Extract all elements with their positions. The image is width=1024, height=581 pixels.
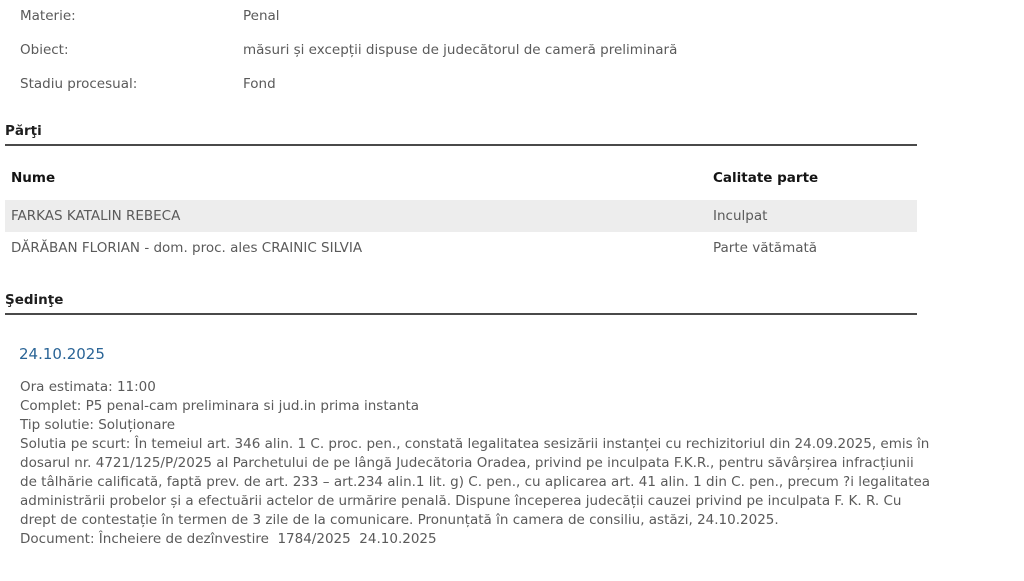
parties-section-heading: Părţi xyxy=(5,123,42,139)
field-row-obiect xyxy=(20,42,1024,76)
column-header-nume: Nume xyxy=(11,170,56,186)
field-value-stadiu-procesual: Fond xyxy=(243,76,276,92)
hearing-date-link[interactable]: 24.10.2025 xyxy=(19,345,105,363)
field-label-materie: Materie: xyxy=(20,8,76,24)
hearing-details xyxy=(20,378,933,549)
party-name: DĂRĂBAN FLORIAN - dom. proc. ales CRAINIC SILVIA xyxy=(11,240,363,256)
party-role: Parte vătămată xyxy=(713,240,818,256)
case-fields-section xyxy=(0,0,1024,110)
table-row xyxy=(5,232,917,264)
hearings-section xyxy=(0,292,1024,549)
parties-section-rule xyxy=(5,144,917,146)
field-label-obiect: Obiect: xyxy=(20,42,69,58)
hearing-panel: Complet: P5 penal-cam preliminara si jud.in prima instanta xyxy=(20,398,420,414)
hearings-section-rule xyxy=(5,313,917,315)
field-value-obiect: măsuri și excepții dispuse de judecătorul de cameră preliminară xyxy=(243,42,678,58)
party-role: Inculpat xyxy=(713,208,768,224)
parties-table-header-row xyxy=(5,166,917,200)
hearing-solution-type: Tip solutie: Soluționare xyxy=(20,417,176,433)
hearings-section-heading: Şedinţe xyxy=(5,292,64,308)
column-header-calitate-parte: Calitate parte xyxy=(713,170,819,186)
field-value-materie: Penal xyxy=(243,8,280,24)
parties-table xyxy=(5,166,917,264)
hearing-estimated-time: Ora estimata: 11:00 xyxy=(20,379,156,395)
field-label-stadiu-procesual: Stadiu procesual: xyxy=(20,76,138,92)
hearing-solution-summary: Solutia pe scurt: În temeiul art. 346 alin. 1 C. proc. pen., constată legalitatea sesizării instanței cu rechizitoriul din 24.09.2025, emis în dosarul nr. 4721/125/P/2025 al Parchetului de pe lângă Judecătoria Oradea, privind pe inculpata F.K.R., pentru săvârșirea infracțiunii de tâlhărie calificată, faptă prev. de art. 233 – art.234 alin.1 lit. g) C. pen., cu aplicarea art. 41 alin. 1 din C. pen., precum ?i legalitatea administrării probelor și a efectuării actelor de urmărire penală. Dispune începerea judecății cauzei privind pe inculpata F. K. R. Cu drept de contestație în termen de 3 zile de la comunicare. Pronunțată în camera de consiliu, astăzi, 24.10.2025. xyxy=(20,436,935,528)
field-row-materie xyxy=(20,8,1024,42)
field-row-stadiu-procesual xyxy=(20,76,1024,110)
table-row xyxy=(5,200,917,232)
hearing-document: Document: Încheiere de dezînvestire 1784/2025 24.10.2025 xyxy=(20,531,437,547)
party-name: FARKAS KATALIN REBECA xyxy=(11,208,181,224)
